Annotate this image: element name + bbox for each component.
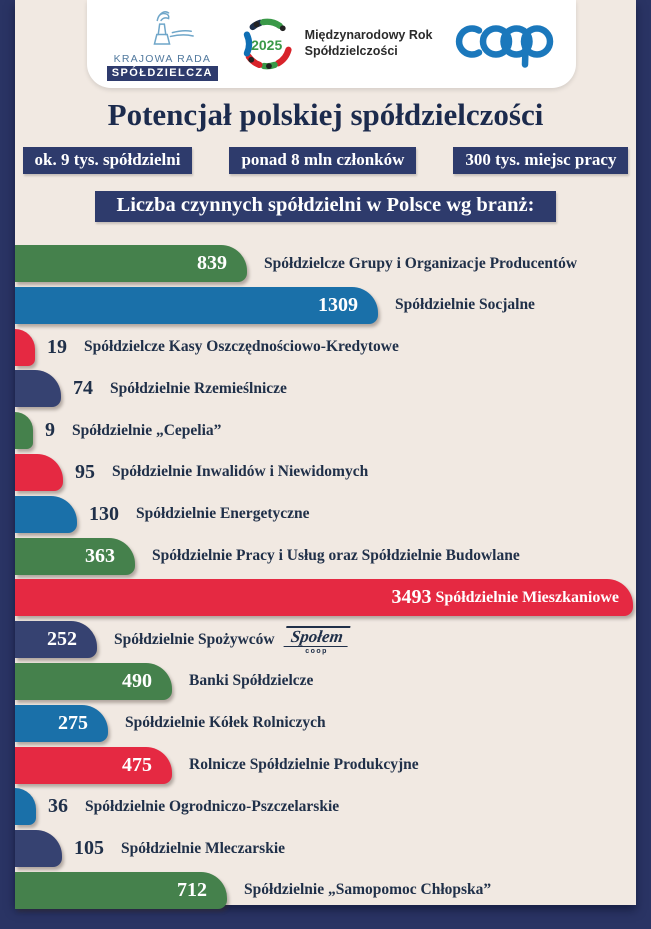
bar-value: 1309 xyxy=(318,293,358,316)
bar-row xyxy=(15,830,636,867)
krs-logo xyxy=(107,7,218,81)
bar-row xyxy=(15,245,636,282)
bar-value: 36 xyxy=(48,795,68,818)
bar-label: Rolnicze Spółdzielnie Produkcyjne xyxy=(189,756,419,774)
iyc-text-line1: Międzynarodowy Rok xyxy=(304,28,433,43)
spolem-text: Społem xyxy=(283,626,350,647)
bar-label: Spółdzielcze Kasy Oszczędnościowo-Kredytowe xyxy=(84,338,399,356)
content-area xyxy=(15,0,636,905)
bar-row xyxy=(15,454,636,491)
bar-value: 712 xyxy=(177,878,207,901)
bar xyxy=(15,621,97,658)
bar-label: Spółdzielnie Energetyczne xyxy=(136,505,310,523)
bar-row xyxy=(15,705,636,742)
section-subtitle: Liczba czynnych spółdzielni w Polsce wg branż: xyxy=(95,191,557,222)
bar-label: Spółdzielnie „Cepelia” xyxy=(72,421,222,439)
bar-label: Spółdzielnie Spożywców xyxy=(114,630,275,648)
bar xyxy=(15,412,33,449)
bar xyxy=(15,579,633,616)
bar xyxy=(15,287,378,324)
iyc-year: 2025 xyxy=(251,37,283,53)
bar-label: Spółdzielnie Inwalidów i Niewidomych xyxy=(112,463,369,481)
bar xyxy=(15,454,63,491)
bar-label: Spółdzielnie Socjalne xyxy=(395,296,535,314)
bar-value: 275 xyxy=(58,711,88,734)
bar xyxy=(15,663,172,700)
bar-label: Spółdzielnie Rzemieślnicze xyxy=(110,379,287,397)
bar-value: 74 xyxy=(73,377,93,400)
bar-label: Spółdzielnie „Samopomoc Chłopska” xyxy=(244,881,492,899)
bar xyxy=(15,538,135,575)
bar xyxy=(15,747,172,784)
bar-value: 252 xyxy=(47,628,77,651)
bar-value: 363 xyxy=(85,544,115,567)
bar-label: Banki Spółdzielcze xyxy=(189,672,314,690)
bar-row xyxy=(15,579,636,616)
section-subtitle-wrap xyxy=(15,191,636,222)
bar-label: Spółdzielnie Pracy i Usług oraz Spółdzielnie Budowlane xyxy=(152,547,520,565)
krs-name-line2: SPÓŁDZIELCZA xyxy=(107,66,218,81)
bar-label: Spółdzielnie Mleczarskie xyxy=(121,839,286,857)
spolem-logo xyxy=(285,626,349,655)
bar-row xyxy=(15,788,636,825)
bar-row xyxy=(15,329,636,366)
bar xyxy=(15,872,227,909)
bar-row xyxy=(15,538,636,575)
page-title: Potencjał polskiej spółdzielczości xyxy=(107,97,544,132)
bar-label: Spółdzielcze Grupy i Organizacje Producentów xyxy=(264,254,578,272)
stat-badge-cooperatives: ok. 9 tys. spółdzielni xyxy=(23,147,193,174)
bar xyxy=(15,705,108,742)
bar-row xyxy=(15,663,636,700)
iyc-text-line2: Spółdzielczości xyxy=(304,44,398,58)
bar-row xyxy=(15,872,636,909)
bar-label: Spółdzielnie Kółek Rolniczych xyxy=(125,714,326,732)
bar xyxy=(15,370,61,407)
bar xyxy=(15,245,247,282)
iyc-text xyxy=(305,28,433,59)
bar-value: 839 xyxy=(197,252,227,274)
krs-name-line1: KRAJOWA RADA xyxy=(113,53,212,65)
bar-value: 19 xyxy=(47,335,67,358)
bar-value: 3493 xyxy=(391,586,432,609)
logo-card xyxy=(87,0,576,88)
bar-value: 95 xyxy=(75,460,95,483)
coop-logo xyxy=(452,14,556,74)
bar-row xyxy=(15,621,636,658)
stats-row xyxy=(15,147,636,174)
bar-row xyxy=(15,412,636,449)
stat-badge-jobs: 300 tys. miejsc pracy xyxy=(453,147,628,174)
bar-label: Spółdzielnie Mieszkaniowe xyxy=(435,588,619,606)
bar xyxy=(15,496,77,533)
spolem-sub: coop xyxy=(305,648,328,656)
bar xyxy=(15,788,36,825)
iyc-logo xyxy=(238,15,433,73)
bar-value: 130 xyxy=(89,502,119,525)
iyc-ring-icon xyxy=(238,15,296,73)
bar-value: 105 xyxy=(74,837,104,860)
bar-row xyxy=(15,496,636,533)
coop-icon xyxy=(452,56,556,73)
krs-monument-icon xyxy=(129,7,195,52)
bar-value: 475 xyxy=(122,753,152,776)
bar xyxy=(15,329,35,366)
bar-row xyxy=(15,370,636,407)
stat-badge-members: ponad 8 mln członków xyxy=(229,147,416,174)
bar-label: Spółdzielnie Ogrodniczo-Pszczelarskie xyxy=(85,797,340,815)
bar-row xyxy=(15,747,636,784)
bar-value: 9 xyxy=(45,419,55,442)
bar-value: 490 xyxy=(122,669,152,692)
bar-chart xyxy=(15,245,636,914)
bar xyxy=(15,830,62,867)
bar-row xyxy=(15,287,636,324)
